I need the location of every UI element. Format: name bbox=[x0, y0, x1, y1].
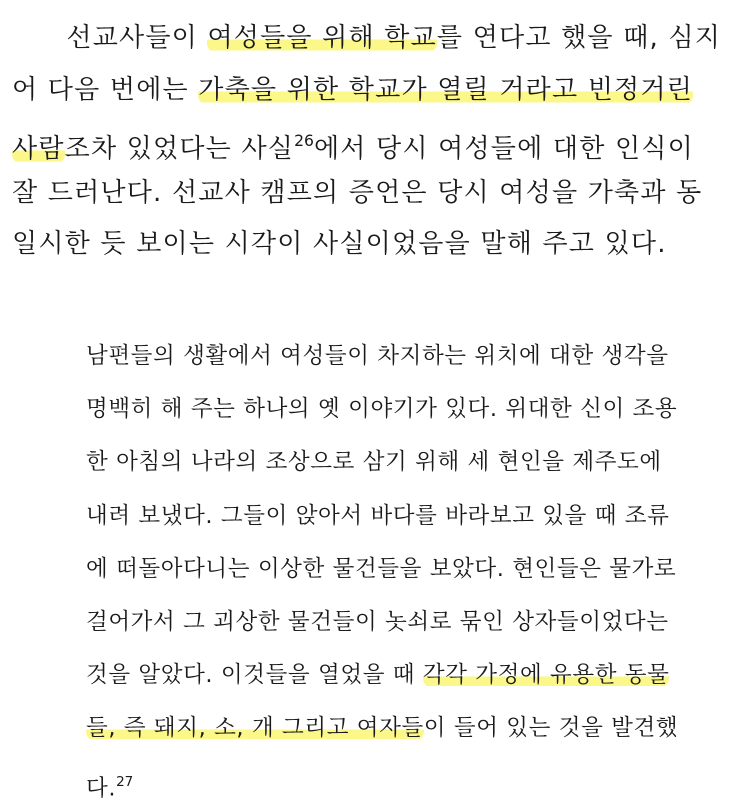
text-line bbox=[12, 70, 693, 114]
text-run: 이 들어 있는 것을 발견했 bbox=[423, 715, 679, 742]
text-line bbox=[86, 391, 677, 435]
text-line bbox=[86, 604, 669, 648]
text-run: 조차 있었다는 사실 bbox=[64, 133, 295, 164]
text-run: 걸어가서 그 괴상한 물건들이 놋쇠로 묶인 상자들이었다는 bbox=[86, 609, 669, 635]
highlighted-text: 들, 즉 돼지, 소, 개 그리고 여자들 bbox=[86, 715, 424, 742]
text-run: 명백히 해 주는 하나의 옛 이야기가 있다. 위대한 신이 조용 bbox=[86, 396, 678, 423]
text-run: 에서 당시 여성들에 대한 인식이 bbox=[313, 133, 694, 164]
text-line bbox=[86, 657, 669, 701]
text-line bbox=[12, 121, 694, 165]
text-line bbox=[86, 338, 669, 382]
highlighted-text: 각각 가정에 유용한 동물 bbox=[422, 662, 670, 689]
text-run: 다. bbox=[86, 775, 117, 802]
text-line bbox=[86, 710, 678, 754]
text-line bbox=[86, 551, 676, 595]
text-run: 것을 알았다. 이것들을 열었을 때 bbox=[86, 662, 423, 689]
text-line bbox=[86, 444, 662, 488]
text-line bbox=[12, 224, 667, 268]
text-run: 한 아침의 나라의 조상으로 삼기 위해 세 현인을 제주도에 bbox=[86, 449, 662, 476]
text-run: 에 떠돌아다니는 이상한 물건들을 보았다. 현인들은 물가로 bbox=[86, 555, 677, 582]
text-run: 잘 드러난다. 선교사 캠프의 증언은 당시 여성을 가축과 동 bbox=[12, 177, 703, 208]
text-run: 남편들의 생활에서 여성들이 차지하는 위치에 대한 생각을 bbox=[86, 343, 669, 369]
highlighted-text: 사람 bbox=[12, 133, 65, 164]
footnote-reference: 26 bbox=[294, 132, 314, 150]
highlighted-text: 여성들을 위해 학교 bbox=[207, 23, 437, 53]
text-line bbox=[86, 498, 669, 542]
text-line bbox=[12, 173, 702, 217]
text-line bbox=[12, 18, 721, 62]
footnote-reference: 27 bbox=[116, 773, 134, 790]
text-run: 내려 보냈다. 그들이 앉아서 바다를 바라보고 있을 때 조류 bbox=[86, 502, 670, 529]
text-run: 선교사들이 bbox=[12, 23, 208, 53]
text-run: 를 연다고 했을 때, 심지 bbox=[436, 23, 722, 53]
text-run: 어 다음 번에는 bbox=[12, 74, 199, 105]
text-line bbox=[86, 764, 133, 808]
highlighted-text: 가축을 위한 학교가 열릴 거라고 빈정거린 bbox=[198, 74, 693, 105]
text-run: 일시한 듯 보이는 시각이 사실이었음을 말해 주고 있다. bbox=[12, 229, 667, 259]
